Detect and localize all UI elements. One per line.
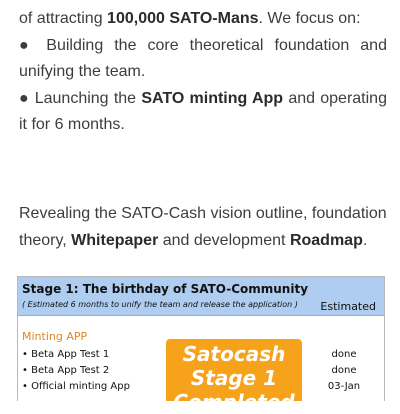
estimated-label: Estimated bbox=[320, 300, 376, 313]
roadmap-item: • Beta App Test 1 bbox=[22, 349, 110, 360]
bullet-item bbox=[19, 33, 387, 86]
completed-badge bbox=[166, 339, 302, 414]
bullet-item bbox=[19, 86, 387, 139]
bullet-marker-icon: ● bbox=[19, 89, 30, 107]
intro-suffix: . We focus on: bbox=[258, 10, 361, 27]
bullet-marker-icon: ● bbox=[19, 36, 36, 54]
roadmap-item-status: done bbox=[331, 365, 357, 376]
vision-text-end: . bbox=[362, 231, 368, 249]
vision-text-mid: and development bbox=[158, 231, 290, 249]
roadmap-image[interactable] bbox=[17, 276, 385, 414]
vision-paragraph bbox=[19, 201, 387, 254]
roadmap-item-status: 03-Jan bbox=[327, 381, 361, 392]
bullet-text: Building the core theoretical foundation and unifying the team. bbox=[19, 36, 387, 80]
roadmap-item: • Official minting App bbox=[22, 381, 130, 392]
stage-header bbox=[18, 277, 384, 316]
stage-subtitle: ( Estimated 6 months to unify the team and release the application ) bbox=[22, 300, 298, 309]
stage-title: Stage 1: The birthday of SATO-Community bbox=[22, 282, 309, 296]
badge-line: Stage 1 bbox=[190, 366, 278, 390]
roadmap-item-status: done bbox=[331, 349, 357, 360]
intro-paragraph bbox=[19, 6, 387, 139]
intro-prefix: of attracting bbox=[19, 10, 108, 27]
badge-line: Completed bbox=[173, 390, 295, 414]
bullet-text-end: and operating it for 6 months. bbox=[19, 89, 387, 133]
intro-highlight: 100,000 SATO-Mans bbox=[107, 10, 259, 27]
roadmap-item: • Beta App Test 2 bbox=[22, 365, 110, 376]
section-label: Minting APP bbox=[22, 330, 88, 343]
vision-text: Revealing the SATO-Cash vision outline, foundation theory, bbox=[19, 205, 387, 249]
bullet-bold: SATO minting App bbox=[141, 89, 284, 107]
bullet-text: Launching the bbox=[34, 89, 142, 107]
badge-line: Satocash bbox=[182, 342, 286, 366]
roadmap-link[interactable]: Roadmap bbox=[289, 231, 363, 249]
whitepaper-link[interactable]: Whitepaper bbox=[71, 231, 159, 249]
